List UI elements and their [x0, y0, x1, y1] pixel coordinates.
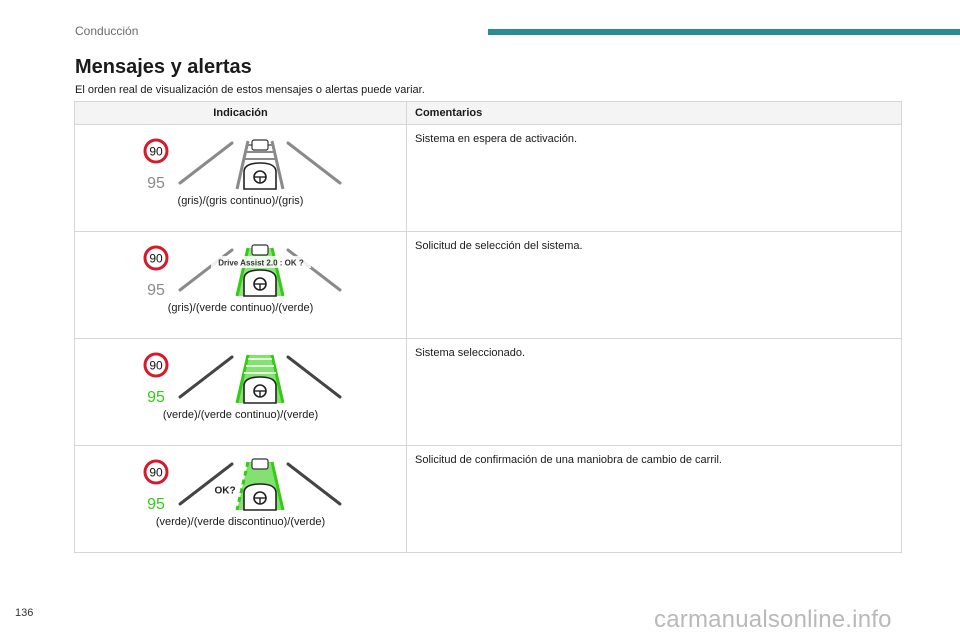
header-accent-bar — [488, 29, 960, 35]
page-title: Mensajes y alertas — [75, 56, 252, 78]
table-row — [75, 125, 902, 232]
table-row — [75, 446, 902, 553]
speed-limit-value: 90 — [148, 144, 163, 159]
indication-cell — [75, 446, 407, 553]
speed-limit-sign-icon — [145, 247, 167, 269]
speed-limit-sign-icon — [145, 354, 167, 376]
speed-limit-value: 90 — [148, 358, 163, 373]
indication-cell — [75, 125, 407, 232]
page-number: 136 — [15, 607, 34, 619]
intro-text: El orden real de visualización de estos mensajes o alertas puede variar. — [75, 84, 425, 96]
comment-cell: Solicitud de selección del sistema. — [407, 232, 902, 339]
comment-cell: Sistema en espera de activación. — [407, 125, 902, 232]
display-illustration — [136, 458, 346, 514]
table-row — [75, 339, 902, 446]
indication-caption: (verde)/(verde discontinuo)/(verde) — [155, 516, 326, 528]
display-illustration — [136, 137, 346, 193]
header-indication: Indicación — [75, 102, 407, 125]
indication-cell — [75, 232, 407, 339]
lane-scene-icon — [180, 459, 340, 510]
current-speed-value: 95 — [146, 175, 165, 192]
indication-caption: (verde)/(verde continuo)/(verde) — [162, 409, 319, 421]
header-comments: Comentarios — [407, 102, 902, 125]
messages-table — [74, 101, 902, 553]
speed-limit-value: 90 — [148, 251, 163, 266]
speed-limit-sign-icon — [145, 461, 167, 483]
comment-cell: Sistema seleccionado. — [407, 339, 902, 446]
speed-limit-value: 90 — [148, 465, 163, 480]
current-speed-value: 95 — [146, 496, 165, 513]
indication-cell — [75, 339, 407, 446]
current-speed-value: 95 — [146, 282, 165, 299]
table-row — [75, 232, 902, 339]
section-name: Conducción — [75, 24, 139, 38]
lane-scene-icon — [180, 245, 340, 296]
indication-caption: (gris)/(gris continuo)/(gris) — [177, 195, 304, 207]
lane-scene-icon — [180, 140, 340, 189]
overlay-message: OK? — [213, 485, 236, 497]
lane-scene-icon — [180, 355, 340, 403]
display-illustration — [136, 351, 346, 407]
comment-cell: Solicitud de confirmación de una maniobra de cambio de carril. — [407, 446, 902, 553]
current-speed-value: 95 — [146, 389, 165, 406]
speed-limit-sign-icon — [145, 140, 167, 162]
indication-caption: (gris)/(verde continuo)/(verde) — [167, 302, 314, 314]
display-illustration — [136, 244, 346, 300]
overlay-message: Drive Assist 2.0 : OK ? — [217, 258, 304, 268]
watermark: carmanualsonline.info — [654, 606, 892, 633]
